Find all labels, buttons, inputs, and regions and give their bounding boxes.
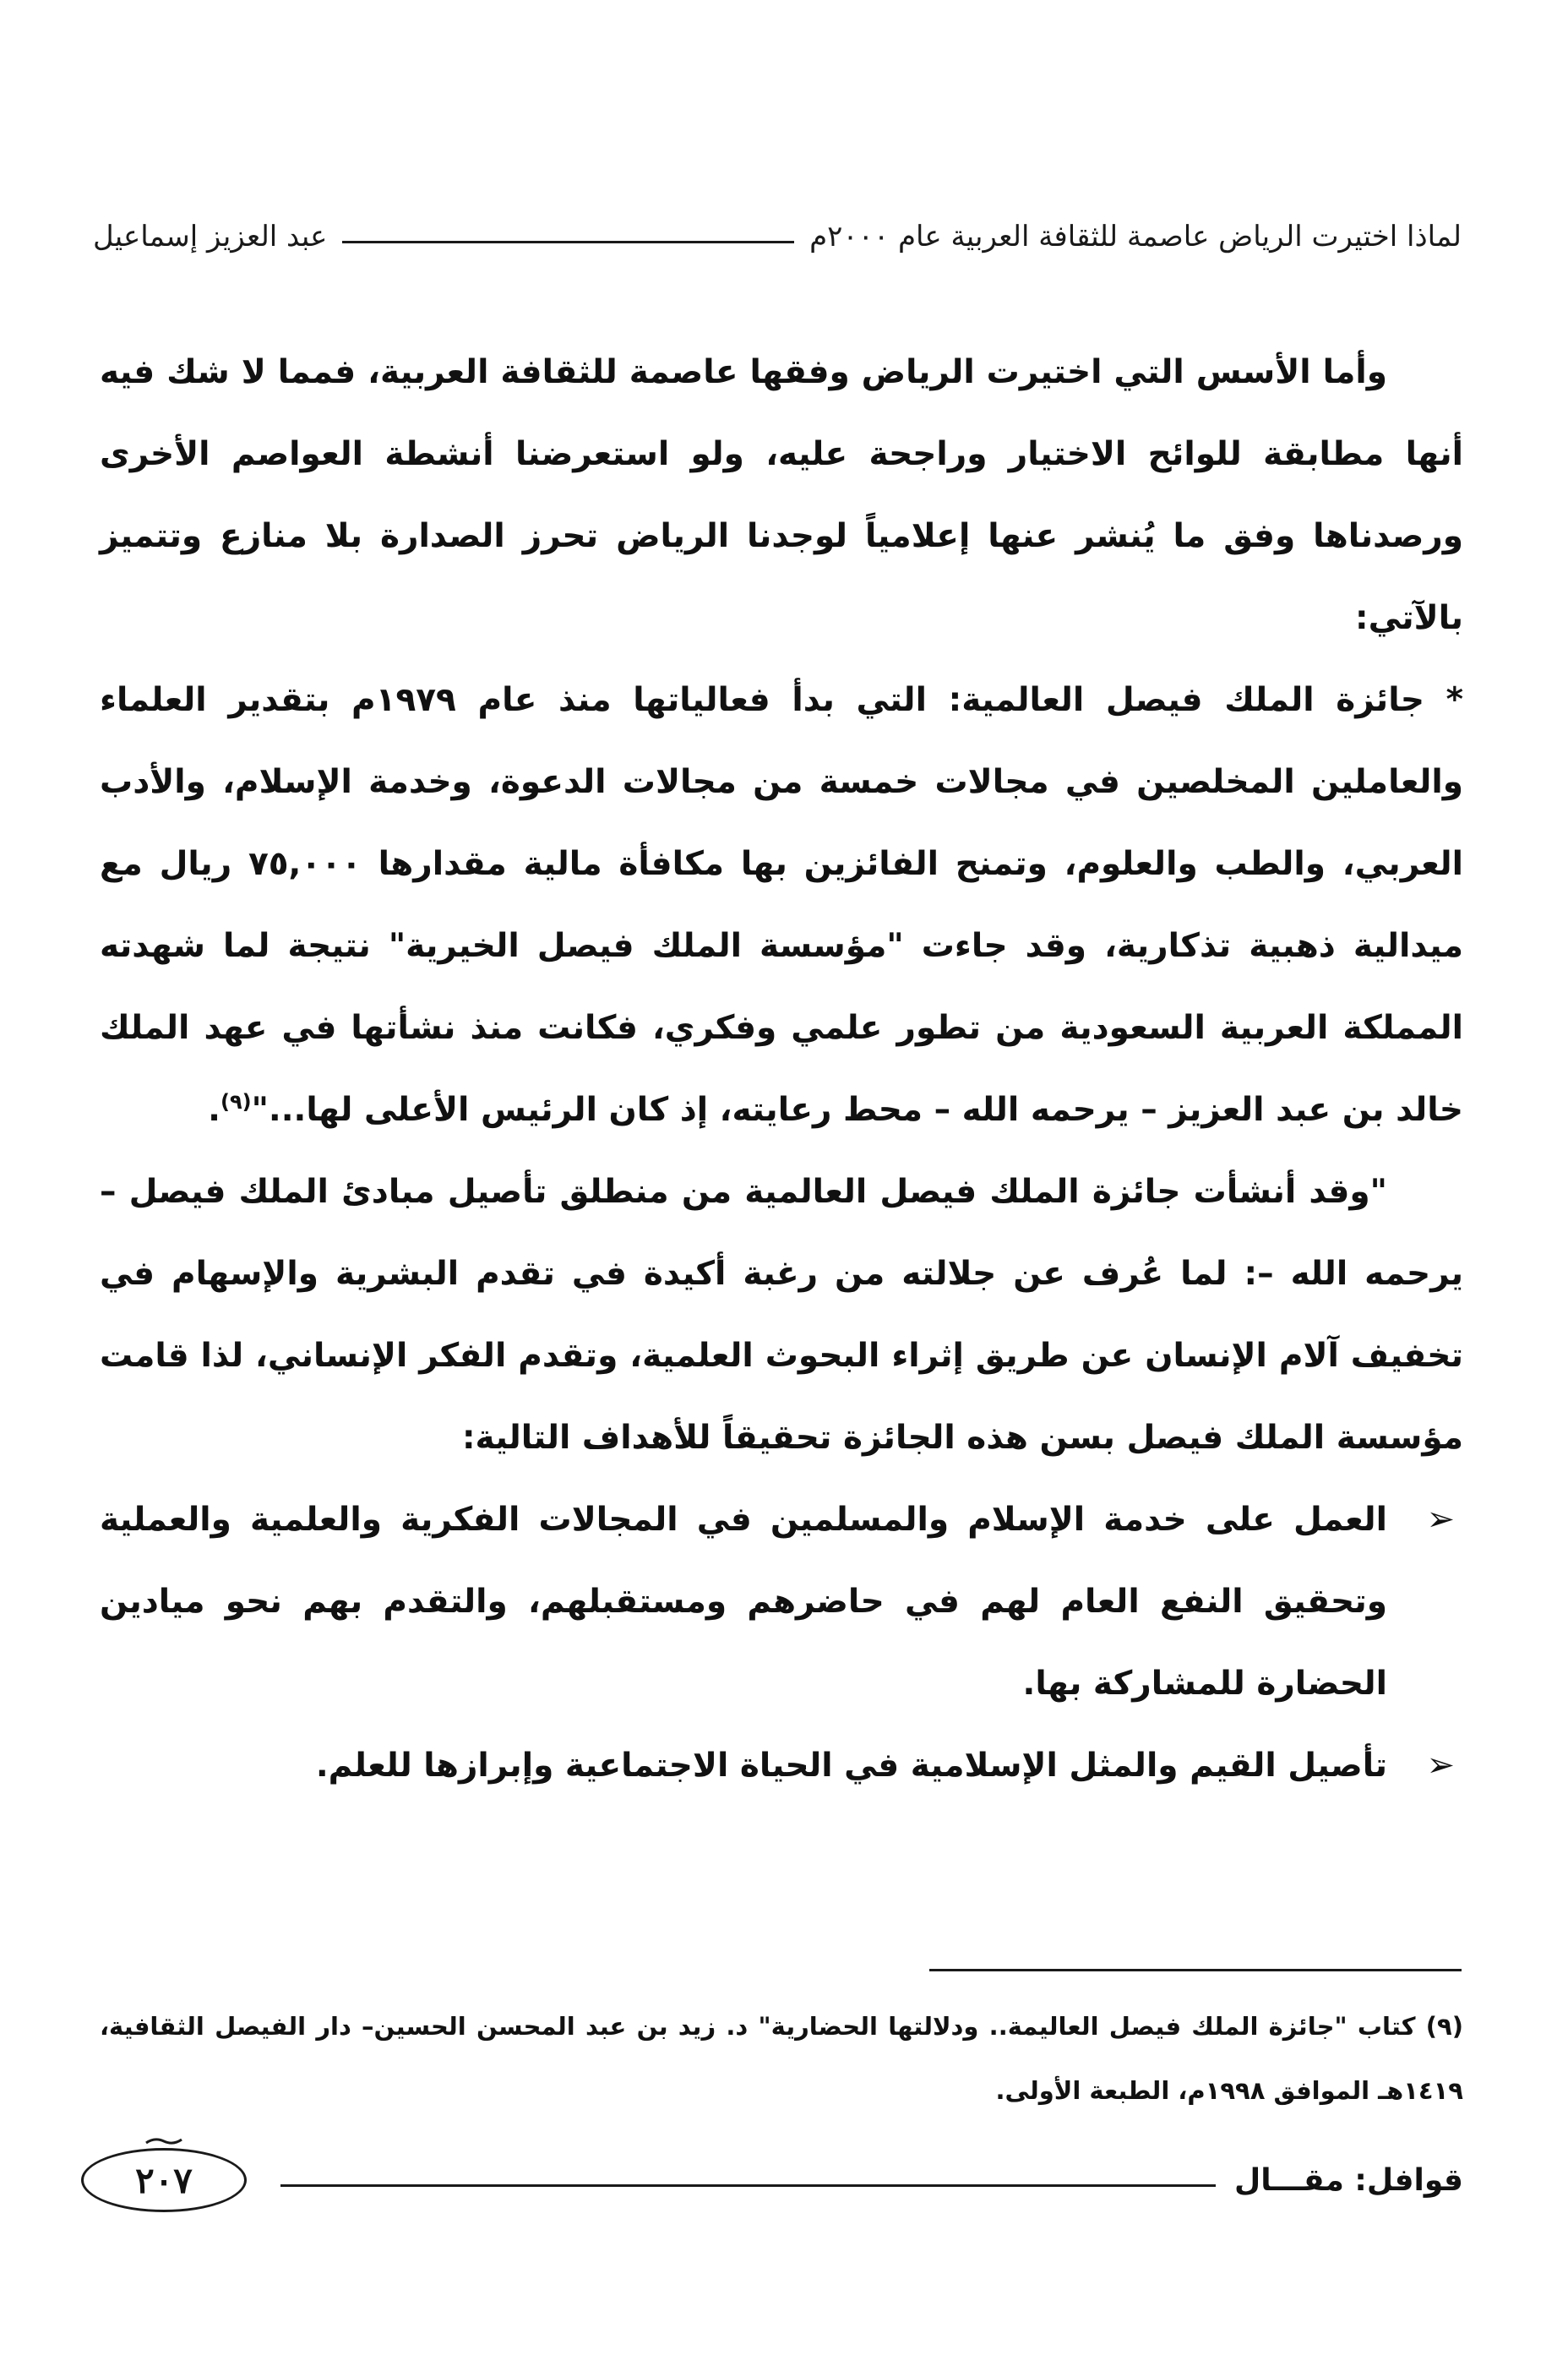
list-item xyxy=(100,1479,1463,1725)
journal-name: قوافل: مقـــال xyxy=(1234,2162,1463,2198)
goals-list xyxy=(100,1479,1463,1807)
page-number: ٢٠٧ xyxy=(135,2159,193,2201)
header-title: لماذا اختيرت الرياض عاصمة للثقافة العربية عام ٢٠٠٠م xyxy=(809,220,1462,254)
body-text xyxy=(100,331,1463,1807)
header-rule xyxy=(342,241,794,243)
page-footer xyxy=(81,2146,1463,2214)
footnote xyxy=(100,1994,1463,2123)
goal-text: العمل على خدمة الإسلام والمسلمين في المجالات الفكرية والعلمية والعملية وتحقيق النفع العام لهم في حاضرهم ومستقبلهم، والتقدم بهم نحو ميادين الحضارة للمشاركة بها. xyxy=(100,1501,1387,1703)
paragraph-prize xyxy=(100,659,1463,1151)
paragraph-prize-text: * جائزة الملك فيصل العالمية: التي بدأ فعالياتها منذ عام ١٩٧٩م بتقدير العلماء والعاملين المخلصين في مجالات خمسة من مجالات الدعوة، وخدمة الإسلام، والأدب العربي، والطب والعلوم، وتمنح الفائزين بها مكافأة مالية مقدارها ٧٥,٠٠٠ ريال مع ميدالية ذهبية تذكارية، وقد جاءت "مؤسسة الملك فيصل الخيرية" نتيجة لما شهدته المملكة العربية السعودية من تطور علمي وفكري، فكانت منذ نشأتها في عهد الملك خالد بن عبد العزيز – يرحمه الله – محط رعايته، إذ كان الرئيس الأعلى لها..." xyxy=(100,681,1463,1129)
footnote-text: (٩) كتاب "جائزة الملك فيصل العاليمة.. ودلالتها الحضارية" د. زيد بن عبد المحسن الحسين– دار الفيصل الثقافية، ١٤١٩هـ الموافق ١٩٩٨م، الطبعة الأولى. xyxy=(100,2012,1463,2105)
goal-text: تأصيل القيم والمثل الإسلامية في الحياة الاجتماعية وإبرازها للعلم. xyxy=(315,1747,1387,1785)
running-header xyxy=(93,211,1462,262)
arrow-bullet-icon: ➢ xyxy=(1426,1500,1455,1539)
footer-rule xyxy=(280,2184,1216,2187)
flourish-icon xyxy=(144,2137,183,2145)
footnote-ref: (٩) xyxy=(220,1090,252,1114)
page-number-badge xyxy=(81,2148,247,2212)
list-item xyxy=(100,1725,1463,1807)
arrow-bullet-icon: ➢ xyxy=(1426,1746,1455,1785)
header-author: عبد العزيز إسماعيل xyxy=(93,220,328,254)
footnote-separator xyxy=(929,1969,1462,1971)
paragraph-prize-end: . xyxy=(208,1091,220,1129)
paragraph-intro: وأما الأسس التي اختيرت الرياض وفقها عاصمة للثقافة العربية، فمما لا شك فيه أنها مطابقة للوائح الاختيار وراجحة عليه، ولو استعرضنا أنشطة العواصم الأخرى ورصدناها وفق ما يُنشر عنها إعلامياً لوجدنا الرياض تحرز الصدارة بلا منازع وتتميز بالآتي: xyxy=(100,353,1463,637)
paragraph-founding: "وقد أنشأت جائزة الملك فيصل العالمية من منطلق تأصيل مبادئ الملك فيصل – يرحمه الله –: لما عُرف عن جلالته من رغبة أكيدة في تقدم البشرية والإسهام في تخفيف آلام الإنسان عن طريق إثراء البحوث العلمية، وتقدم الفكر الإنساني، لذا قامت مؤسسة الملك فيصل بسن هذه الجائزة تحقيقاً للأهداف التالية: xyxy=(100,1173,1463,1457)
